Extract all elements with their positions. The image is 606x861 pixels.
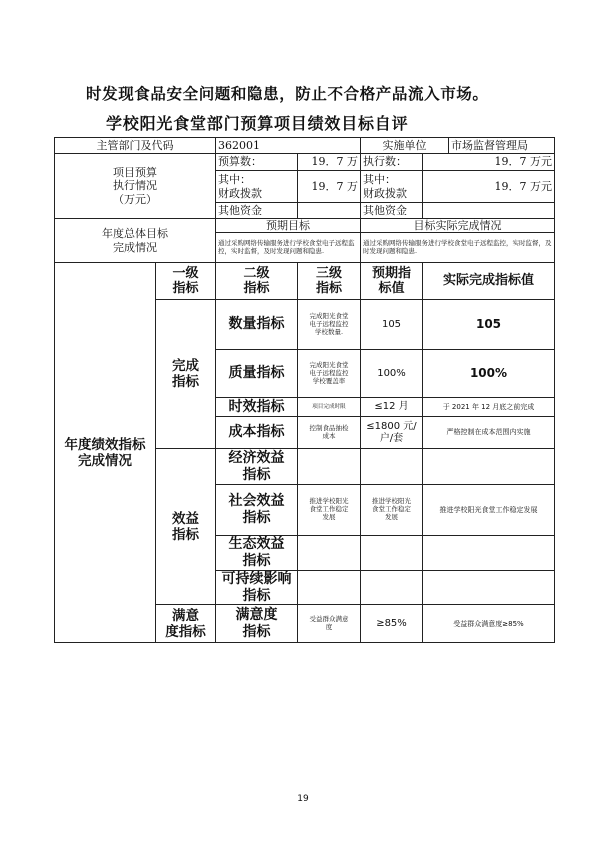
l1-satisfaction-line1: 满意 xyxy=(172,607,199,624)
l3-satisfaction-line1: 受益群众满意 xyxy=(309,615,349,624)
l2-cost: 成本指标 xyxy=(216,417,298,449)
l2-sustainability xyxy=(216,570,298,605)
expected-economic xyxy=(361,449,423,485)
l3-quantity-line2: 电子远程监控 xyxy=(309,319,349,328)
actual-status-header: 目标实际完成情况 xyxy=(361,219,555,233)
l3-quality-line3: 学校覆盖率 xyxy=(312,376,346,385)
l3-quality xyxy=(298,350,361,398)
col-level3-line1: 三级 xyxy=(315,265,342,281)
l3-economic xyxy=(298,449,361,485)
indicator-header-row xyxy=(55,263,555,300)
l3-satisfaction xyxy=(298,605,361,643)
l2-ecological-line2: 指标 xyxy=(242,552,271,569)
budget-label-line2: 执行情况 xyxy=(113,179,157,193)
expected-social-line3: 发展 xyxy=(385,513,398,522)
perf-label-line2: 完成情况 xyxy=(78,452,132,469)
actual-timeliness: 于 2021 年 12 月底之前完成 xyxy=(423,398,555,417)
dept-label: 主管部门及代码 xyxy=(55,138,216,154)
l3-cost xyxy=(298,417,361,449)
expected-social-line2: 食堂工作稳定 xyxy=(372,505,411,514)
actual-quality: 100% xyxy=(423,350,555,398)
l3-social xyxy=(298,485,361,536)
l3-sustainability xyxy=(298,570,361,605)
l3-quality-line2: 电子远程监控 xyxy=(309,368,349,377)
budget-row xyxy=(55,154,555,171)
expected-ecological xyxy=(361,536,423,571)
budget-label-line3: （万元） xyxy=(113,192,157,206)
l2-ecological xyxy=(216,536,298,571)
dept-code: 362001 xyxy=(216,138,361,154)
l3-ecological xyxy=(298,536,361,571)
col-expected-line2: 标值 xyxy=(378,281,405,297)
of-which-line2: 财政拨款 xyxy=(218,186,262,200)
overall-label-line2: 完成情况 xyxy=(113,240,157,254)
actual-satisfaction: 受益群众满意度≥85% xyxy=(423,605,555,643)
col-actual: 实际完成指标值 xyxy=(423,263,555,300)
col-expected-line1: 预期指 xyxy=(371,265,411,281)
l2-social-line1: 社会效益 xyxy=(228,493,285,510)
l2-sustainability-line1: 可持续影响 xyxy=(221,570,292,587)
l3-cost-line1: 控制食品抽检 xyxy=(309,423,349,432)
expected-quantity: 105 xyxy=(361,300,423,350)
other-funds-exec-label: 其他资金 xyxy=(361,203,423,219)
expected-cost xyxy=(361,417,423,449)
col-level3-line2: 指标 xyxy=(315,281,342,297)
expected-goal-text: 通过采购网络传输服务进行学校食堂电子远程监控，实时监督，及时发现问题和隐患. xyxy=(216,233,361,263)
actual-cost: 严格控制在成本范围内实施 xyxy=(423,417,555,449)
l3-timeliness: 项目完成时限 xyxy=(298,398,361,417)
col-level1-line1: 一级 xyxy=(172,265,199,281)
of-which-line2-exec: 财政拨款 xyxy=(363,186,407,200)
l2-sustainability-line2: 指标 xyxy=(242,587,271,604)
exec-amount: 19．7 万元 xyxy=(423,154,555,171)
col-level2-line1: 二级 xyxy=(243,265,270,281)
l3-quantity xyxy=(298,300,361,350)
budget-amount-label: 预算数： xyxy=(216,154,298,171)
l2-economic-line2: 指标 xyxy=(242,466,271,483)
col-level1-line2: 指标 xyxy=(172,281,199,297)
l2-social-line2: 指标 xyxy=(242,510,271,527)
expected-quality: 100% xyxy=(361,350,423,398)
budget-amount: 19．7 万 xyxy=(298,154,361,171)
perf-label-line1: 年度绩效指标 xyxy=(64,436,146,453)
actual-ecological xyxy=(423,536,555,571)
exec-fiscal: 19．7 万元 xyxy=(423,171,555,203)
lead-line: 时发现食品安全问题和隐患，防止不合格产品流入市场。 xyxy=(86,85,489,103)
expected-cost-line1: ≤1800 元/ xyxy=(366,420,417,432)
l1-benefit-line1: 效益 xyxy=(172,510,199,527)
other-funds-budget-label: 其他资金 xyxy=(216,203,298,219)
impl-unit: 市场监督管理局 xyxy=(449,138,555,154)
actual-social: 推进学校阳光食堂工作稳定发展 xyxy=(423,485,555,536)
l1-satisfaction xyxy=(156,605,216,643)
l2-social xyxy=(216,485,298,536)
budget-exec-label xyxy=(55,154,216,219)
budget-fiscal: 19．7 万 xyxy=(298,171,361,203)
fiscal-label-budget xyxy=(216,171,298,203)
l2-satisfaction-line2: 指标 xyxy=(242,623,271,640)
l2-quality: 质量指标 xyxy=(216,350,298,398)
l2-satisfaction xyxy=(216,605,298,643)
l2-ecological-line1: 生态效益 xyxy=(228,536,285,553)
actual-goal-text: 通过采购网络传输服务进行学校食堂电子远程监控，实时监督，及时发现问题和隐患. xyxy=(361,233,555,263)
other-funds-budget xyxy=(298,203,361,219)
col-level3 xyxy=(298,263,361,300)
l3-quantity-line3: 学校数量. xyxy=(314,327,344,336)
l1-completion-line1: 完成 xyxy=(172,358,199,374)
page-number: 19 xyxy=(297,794,309,804)
expected-social xyxy=(361,485,423,536)
l3-social-line2: 食堂工作稳定 xyxy=(309,505,349,514)
of-which-line1: 其中： xyxy=(218,173,251,187)
l2-quantity: 数量指标 xyxy=(216,300,298,350)
col-expected xyxy=(361,263,423,300)
expected-satisfaction: ≥85% xyxy=(361,605,423,643)
actual-economic xyxy=(423,449,555,485)
l1-completion-line2: 指标 xyxy=(172,374,199,391)
actual-quantity: 105 xyxy=(423,300,555,350)
impl-unit-label: 实施单位 xyxy=(361,138,449,154)
expected-sustainability xyxy=(361,570,423,605)
dept-row xyxy=(55,138,555,154)
fiscal-label-exec xyxy=(361,171,423,203)
l2-timeliness: 时效指标 xyxy=(216,398,298,417)
exec-amount-label: 执行数： xyxy=(361,154,423,171)
col-level2-line2: 指标 xyxy=(243,281,270,297)
l3-social-line1: 推进学校阳光 xyxy=(309,497,349,506)
overall-header-row xyxy=(55,219,555,233)
expected-social-line1: 推进学校阳光 xyxy=(372,497,411,506)
l3-quantity-line1: 完成阳光食堂 xyxy=(309,311,349,320)
overall-goal-label xyxy=(55,219,216,263)
l2-economic xyxy=(216,449,298,485)
l1-satisfaction-line2: 度指标 xyxy=(165,623,206,640)
page-title: 学校阳光食堂部门预算项目绩效目标自评 xyxy=(106,114,409,133)
perf-indicator-label xyxy=(55,263,156,643)
l2-satisfaction-line1: 满意度 xyxy=(235,607,278,624)
l3-social-line3: 发展 xyxy=(322,513,336,522)
overall-label-line1: 年度总体目标 xyxy=(102,227,168,241)
l1-benefit xyxy=(156,449,216,605)
expected-timeliness: ≤12 月 xyxy=(361,398,423,417)
of-which-line1-exec: 其中： xyxy=(363,173,396,187)
expected-goal-header: 预期目标 xyxy=(216,219,361,233)
l1-completion xyxy=(156,300,216,449)
col-level2 xyxy=(216,263,298,300)
performance-table xyxy=(54,137,555,643)
l3-satisfaction-line2: 度 xyxy=(325,622,333,631)
l1-benefit-line2: 指标 xyxy=(172,526,199,543)
l3-quality-line1: 完成阳光食堂 xyxy=(309,360,349,369)
l2-economic-line1: 经济效益 xyxy=(228,449,285,466)
l3-cost-line2: 成本 xyxy=(322,431,336,440)
col-level1 xyxy=(156,263,216,300)
other-funds-exec xyxy=(423,203,555,219)
actual-sustainability xyxy=(423,570,555,605)
budget-label-line1: 项目预算 xyxy=(113,166,157,180)
expected-cost-line2: 户/套 xyxy=(379,432,404,444)
